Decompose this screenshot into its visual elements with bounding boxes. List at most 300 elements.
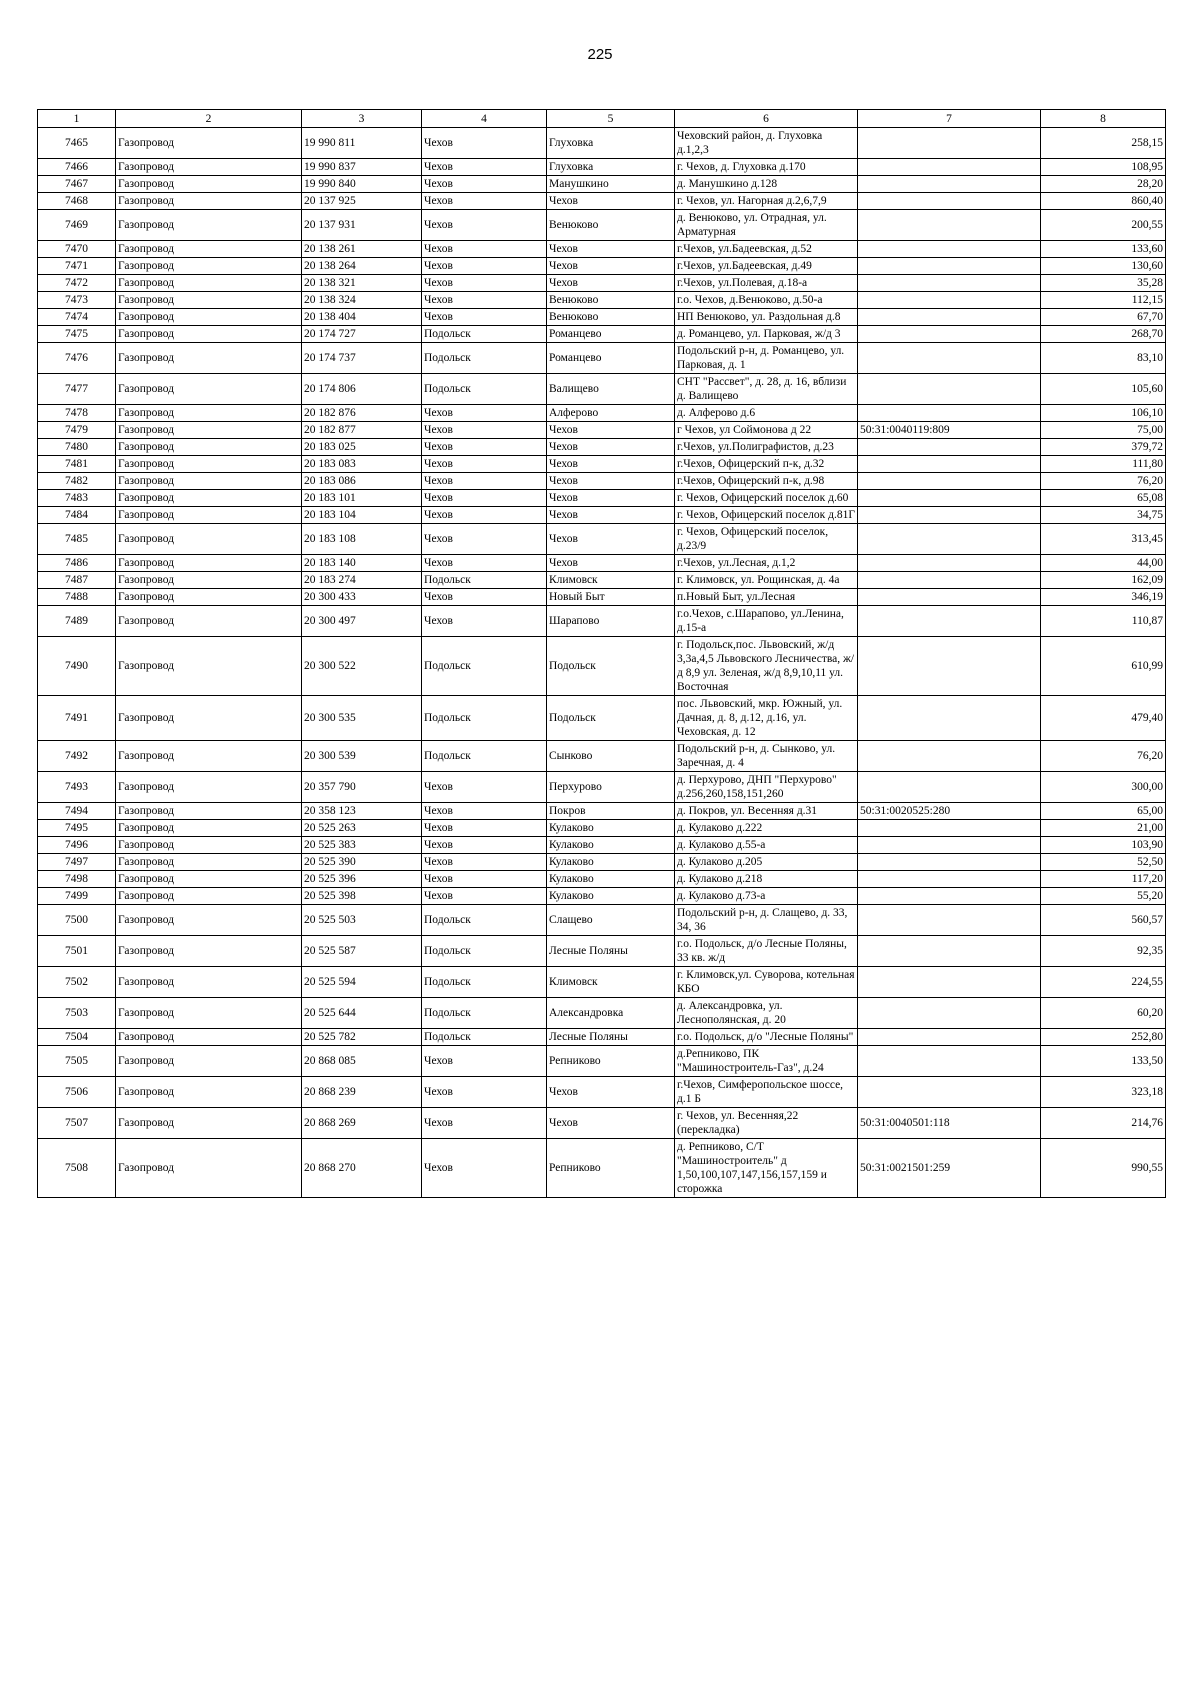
cell-object-type: Газопровод [116, 741, 302, 772]
cell-length: 200,55 [1041, 210, 1166, 241]
cell-locality: Манушкино [547, 176, 675, 193]
cell-number: 7488 [38, 589, 116, 606]
cell-cadastral-number [858, 555, 1041, 572]
cell-locality: Романцево [547, 326, 675, 343]
cell-number: 7497 [38, 854, 116, 871]
cell-district: Чехов [422, 589, 547, 606]
cell-length: 560,57 [1041, 905, 1166, 936]
cell-district: Чехов [422, 176, 547, 193]
cell-object-type: Газопровод [116, 258, 302, 275]
page-number: 225 [587, 46, 613, 63]
cell-number: 7493 [38, 772, 116, 803]
cell-inventory-number: 20 300 433 [302, 589, 422, 606]
cell-number: 7481 [38, 456, 116, 473]
cell-length: 65,08 [1041, 490, 1166, 507]
cell-cadastral-number [858, 606, 1041, 637]
table-row [38, 439, 1166, 456]
cell-address: д. Перхурово, ДНП "Перхурово" д.256,260,158,151,260 [675, 772, 858, 803]
cell-cadastral-number [858, 159, 1041, 176]
cell-inventory-number: 20 183 140 [302, 555, 422, 572]
cell-number: 7508 [38, 1139, 116, 1198]
cell-inventory-number: 20 138 404 [302, 309, 422, 326]
cell-address: г. Климовск, ул. Рощинская, д. 4а [675, 572, 858, 589]
cell-locality: Глуховка [547, 159, 675, 176]
cell-length: 21,00 [1041, 820, 1166, 837]
cell-length: 111,80 [1041, 456, 1166, 473]
cell-locality: Венюково [547, 210, 675, 241]
cell-length: 379,72 [1041, 439, 1166, 456]
cell-inventory-number: 20 357 790 [302, 772, 422, 803]
cell-cadastral-number [858, 741, 1041, 772]
cell-address: НП Венюково, ул. Раздольная д.8 [675, 309, 858, 326]
cell-object-type: Газопровод [116, 176, 302, 193]
table-row [38, 936, 1166, 967]
cell-number: 7495 [38, 820, 116, 837]
cell-locality: Кулаково [547, 837, 675, 854]
cell-district: Подольск [422, 572, 547, 589]
cell-inventory-number: 20 300 539 [302, 741, 422, 772]
cell-number: 7500 [38, 905, 116, 936]
cell-length: 55,20 [1041, 888, 1166, 905]
cell-inventory-number: 20 525 644 [302, 998, 422, 1029]
cell-district: Подольск [422, 637, 547, 696]
cell-cadastral-number [858, 854, 1041, 871]
cell-cadastral-number [858, 374, 1041, 405]
cell-address: г. Чехов, ул. Весенняя,22 (перекладка) [675, 1108, 858, 1139]
table-row [38, 820, 1166, 837]
cell-inventory-number: 20 174 737 [302, 343, 422, 374]
cell-address: д. Манушкино д.128 [675, 176, 858, 193]
cell-object-type: Газопровод [116, 439, 302, 456]
cell-object-type: Газопровод [116, 507, 302, 524]
cell-locality: Климовск [547, 967, 675, 998]
cell-address: д. Репниково, С/Т "Машиностроитель" д 1,50,100,107,147,156,157,159 и сторожка [675, 1139, 858, 1198]
cell-address: п.Новый Быт, ул.Лесная [675, 589, 858, 606]
cell-number: 7466 [38, 159, 116, 176]
cell-address: г.о. Подольск, д/о Лесные Поляны, 33 кв. ж/д [675, 936, 858, 967]
cell-object-type: Газопровод [116, 1077, 302, 1108]
cell-object-type: Газопровод [116, 193, 302, 210]
cell-inventory-number: 20 300 522 [302, 637, 422, 696]
cell-address: д. Кулаково д.73-а [675, 888, 858, 905]
cell-object-type: Газопровод [116, 159, 302, 176]
cell-address: г.Чехов, Офицерский п-к, д.98 [675, 473, 858, 490]
cell-cadastral-number [858, 193, 1041, 210]
cell-object-type: Газопровод [116, 309, 302, 326]
cell-object-type: Газопровод [116, 998, 302, 1029]
cell-locality: Сынково [547, 741, 675, 772]
registry-table [37, 109, 1166, 1198]
cell-cadastral-number [858, 473, 1041, 490]
cell-inventory-number: 20 525 782 [302, 1029, 422, 1046]
table-row [38, 1029, 1166, 1046]
cell-district: Чехов [422, 854, 547, 871]
cell-address: г. Чехов, д. Глуховка д.170 [675, 159, 858, 176]
cell-address: д. Кулаково д.55-а [675, 837, 858, 854]
table-row [38, 374, 1166, 405]
table-row [38, 422, 1166, 439]
cell-cadastral-number [858, 176, 1041, 193]
cell-locality: Слащево [547, 905, 675, 936]
column-header: 4 [422, 110, 547, 128]
cell-locality: Климовск [547, 572, 675, 589]
cell-cadastral-number [858, 258, 1041, 275]
cell-district: Чехов [422, 128, 547, 159]
cell-object-type: Газопровод [116, 589, 302, 606]
cell-address: г.Чехов, Симферопольское шоссе, д.1 Б [675, 1077, 858, 1108]
cell-inventory-number: 19 990 837 [302, 159, 422, 176]
cell-number: 7490 [38, 637, 116, 696]
cell-number: 7504 [38, 1029, 116, 1046]
cell-object-type: Газопровод [116, 905, 302, 936]
cell-object-type: Газопровод [116, 473, 302, 490]
cell-cadastral-number [858, 1077, 1041, 1108]
cell-inventory-number: 20 182 877 [302, 422, 422, 439]
cell-inventory-number: 20 525 263 [302, 820, 422, 837]
cell-object-type: Газопровод [116, 241, 302, 258]
cell-object-type: Газопровод [116, 967, 302, 998]
table-row [38, 1077, 1166, 1108]
cell-district: Чехов [422, 439, 547, 456]
cell-locality: Репниково [547, 1046, 675, 1077]
cell-cadastral-number: 50:31:0021501:259 [858, 1139, 1041, 1198]
cell-locality: Чехов [547, 1077, 675, 1108]
cell-inventory-number: 20 183 274 [302, 572, 422, 589]
cell-inventory-number: 20 183 108 [302, 524, 422, 555]
cell-number: 7470 [38, 241, 116, 258]
cell-district: Чехов [422, 1139, 547, 1198]
cell-inventory-number: 20 525 383 [302, 837, 422, 854]
cell-address: д. Александровка, ул. Леснополянская, д. 20 [675, 998, 858, 1029]
cell-district: Чехов [422, 275, 547, 292]
table-row [38, 241, 1166, 258]
cell-cadastral-number [858, 439, 1041, 456]
cell-locality: Чехов [547, 524, 675, 555]
column-header: 3 [302, 110, 422, 128]
cell-length: 35,28 [1041, 275, 1166, 292]
cell-district: Чехов [422, 309, 547, 326]
table-row [38, 803, 1166, 820]
column-header: 1 [38, 110, 116, 128]
cell-district: Чехов [422, 606, 547, 637]
cell-cadastral-number [858, 292, 1041, 309]
cell-address: г. Климовск,ул. Суворова, котельная КБО [675, 967, 858, 998]
cell-address: д. Покров, ул. Весенняя д.31 [675, 803, 858, 820]
cell-locality: Чехов [547, 555, 675, 572]
cell-length: 117,20 [1041, 871, 1166, 888]
cell-object-type: Газопровод [116, 1139, 302, 1198]
cell-district: Подольск [422, 998, 547, 1029]
table-row [38, 1139, 1166, 1198]
cell-district: Чехов [422, 1046, 547, 1077]
cell-number: 7479 [38, 422, 116, 439]
cell-length: 67,70 [1041, 309, 1166, 326]
cell-inventory-number: 20 868 270 [302, 1139, 422, 1198]
cell-address: г.о.Чехов, с.Шарапово, ул.Ленина, д.15-а [675, 606, 858, 637]
cell-district: Чехов [422, 772, 547, 803]
cell-length: 252,80 [1041, 1029, 1166, 1046]
cell-address: Подольский р-н, д. Романцево, ул. Парковая, д. 1 [675, 343, 858, 374]
cell-cadastral-number [858, 128, 1041, 159]
cell-cadastral-number [858, 871, 1041, 888]
cell-address: г.о. Подольск, д/о "Лесные Поляны" [675, 1029, 858, 1046]
cell-locality: Кулаково [547, 820, 675, 837]
cell-object-type: Газопровод [116, 128, 302, 159]
cell-locality: Александровка [547, 998, 675, 1029]
cell-object-type: Газопровод [116, 820, 302, 837]
cell-number: 7472 [38, 275, 116, 292]
cell-number: 7484 [38, 507, 116, 524]
table-row [38, 343, 1166, 374]
cell-object-type: Газопровод [116, 292, 302, 309]
cell-cadastral-number [858, 275, 1041, 292]
cell-cadastral-number [858, 1046, 1041, 1077]
cell-locality: Чехов [547, 422, 675, 439]
cell-length: 258,15 [1041, 128, 1166, 159]
cell-address: Подольский р-н, д. Сынково, ул. Заречная, д. 4 [675, 741, 858, 772]
cell-cadastral-number [858, 772, 1041, 803]
cell-length: 106,10 [1041, 405, 1166, 422]
cell-address: д. Кулаково д.218 [675, 871, 858, 888]
table-row [38, 888, 1166, 905]
table-row [38, 772, 1166, 803]
cell-number: 7498 [38, 871, 116, 888]
cell-district: Чехов [422, 193, 547, 210]
cell-district: Подольск [422, 696, 547, 741]
cell-locality: Чехов [547, 241, 675, 258]
cell-address: пос. Львовский, мкр. Южный, ул. Дачная, д. 8, д.12, д.16, ул. Чеховская, д. 12 [675, 696, 858, 741]
cell-district: Подольск [422, 967, 547, 998]
cell-object-type: Газопровод [116, 572, 302, 589]
cell-locality: Глуховка [547, 128, 675, 159]
cell-address: д.Репниково, ПК "Машиностроитель-Газ", д.24 [675, 1046, 858, 1077]
table-row [38, 490, 1166, 507]
cell-length: 60,20 [1041, 998, 1166, 1029]
table-row [38, 473, 1166, 490]
cell-cadastral-number: 50:31:0040501:118 [858, 1108, 1041, 1139]
cell-inventory-number: 20 868 239 [302, 1077, 422, 1108]
cell-number: 7468 [38, 193, 116, 210]
table-header [38, 110, 1166, 128]
cell-address: г. Чехов, Офицерский поселок, д.23/9 [675, 524, 858, 555]
cell-address: д. Романцево, ул. Парковая, ж/д 3 [675, 326, 858, 343]
cell-object-type: Газопровод [116, 696, 302, 741]
cell-length: 268,70 [1041, 326, 1166, 343]
cell-cadastral-number [858, 405, 1041, 422]
cell-district: Чехов [422, 507, 547, 524]
table-row [38, 309, 1166, 326]
cell-inventory-number: 20 137 925 [302, 193, 422, 210]
table-row [38, 555, 1166, 572]
cell-length: 479,40 [1041, 696, 1166, 741]
cell-length: 133,60 [1041, 241, 1166, 258]
cell-address: г.о. Чехов, д.Венюково, д.50-а [675, 292, 858, 309]
cell-cadastral-number [858, 210, 1041, 241]
cell-length: 300,00 [1041, 772, 1166, 803]
cell-locality: Покров [547, 803, 675, 820]
cell-object-type: Газопровод [116, 854, 302, 871]
cell-object-type: Газопровод [116, 637, 302, 696]
cell-length: 83,10 [1041, 343, 1166, 374]
cell-district: Чехов [422, 292, 547, 309]
cell-length: 224,55 [1041, 967, 1166, 998]
cell-cadastral-number [858, 572, 1041, 589]
cell-cadastral-number [858, 888, 1041, 905]
cell-length: 65,00 [1041, 803, 1166, 820]
cell-length: 75,00 [1041, 422, 1166, 439]
cell-number: 7499 [38, 888, 116, 905]
table-row [38, 905, 1166, 936]
cell-inventory-number: 20 138 324 [302, 292, 422, 309]
cell-district: Чехов [422, 159, 547, 176]
cell-cadastral-number [858, 589, 1041, 606]
cell-length: 860,40 [1041, 193, 1166, 210]
cell-address: г. Чехов, Офицерский поселок д.81Г [675, 507, 858, 524]
cell-number: 7494 [38, 803, 116, 820]
cell-address: г. Чехов, Офицерский поселок д.60 [675, 490, 858, 507]
cell-object-type: Газопровод [116, 490, 302, 507]
cell-number: 7469 [38, 210, 116, 241]
cell-district: Чехов [422, 210, 547, 241]
cell-district: Чехов [422, 820, 547, 837]
table-row [38, 589, 1166, 606]
table-row [38, 258, 1166, 275]
cell-inventory-number: 20 525 587 [302, 936, 422, 967]
cell-district: Подольск [422, 343, 547, 374]
cell-object-type: Газопровод [116, 936, 302, 967]
cell-length: 610,99 [1041, 637, 1166, 696]
cell-inventory-number: 19 990 840 [302, 176, 422, 193]
cell-inventory-number: 20 183 083 [302, 456, 422, 473]
column-header: 2 [116, 110, 302, 128]
cell-number: 7482 [38, 473, 116, 490]
cell-address: г Чехов, ул Соймонова д 22 [675, 422, 858, 439]
table-row [38, 193, 1166, 210]
cell-locality: Венюково [547, 292, 675, 309]
cell-object-type: Газопровод [116, 524, 302, 555]
cell-district: Подольск [422, 936, 547, 967]
cell-cadastral-number [858, 456, 1041, 473]
cell-locality: Валищево [547, 374, 675, 405]
cell-length: 52,50 [1041, 854, 1166, 871]
cell-district: Чехов [422, 803, 547, 820]
cell-number: 7475 [38, 326, 116, 343]
cell-length: 103,90 [1041, 837, 1166, 854]
table-row [38, 837, 1166, 854]
cell-object-type: Газопровод [116, 405, 302, 422]
cell-object-type: Газопровод [116, 422, 302, 439]
cell-object-type: Газопровод [116, 1046, 302, 1077]
table-row [38, 275, 1166, 292]
cell-locality: Новый Быт [547, 589, 675, 606]
header-row [38, 110, 1166, 128]
cell-length: 105,60 [1041, 374, 1166, 405]
cell-district: Чехов [422, 837, 547, 854]
cell-address: д. Алферово д.6 [675, 405, 858, 422]
cell-length: 214,76 [1041, 1108, 1166, 1139]
cell-district: Подольск [422, 1029, 547, 1046]
column-header: 6 [675, 110, 858, 128]
cell-length: 133,50 [1041, 1046, 1166, 1077]
cell-address: д. Кулаково д.222 [675, 820, 858, 837]
cell-cadastral-number [858, 837, 1041, 854]
cell-district: Подольск [422, 905, 547, 936]
cell-length: 313,45 [1041, 524, 1166, 555]
table-row [38, 326, 1166, 343]
cell-number: 7496 [38, 837, 116, 854]
cell-inventory-number: 20 174 806 [302, 374, 422, 405]
cell-locality: Чехов [547, 456, 675, 473]
table-row [38, 292, 1166, 309]
cell-address: Чеховский район, д. Глуховка д.1,2,3 [675, 128, 858, 159]
table-row [38, 507, 1166, 524]
table-row [38, 998, 1166, 1029]
cell-locality: Чехов [547, 275, 675, 292]
table-row [38, 572, 1166, 589]
cell-address: г.Чехов, ул.Полиграфистов, д.23 [675, 439, 858, 456]
cell-object-type: Газопровод [116, 772, 302, 803]
cell-inventory-number: 20 174 727 [302, 326, 422, 343]
cell-cadastral-number [858, 967, 1041, 998]
cell-number: 7492 [38, 741, 116, 772]
cell-district: Подольск [422, 326, 547, 343]
cell-locality: Перхурово [547, 772, 675, 803]
cell-address: д. Кулаково д.205 [675, 854, 858, 871]
cell-cadastral-number [858, 524, 1041, 555]
cell-inventory-number: 20 868 085 [302, 1046, 422, 1077]
cell-district: Чехов [422, 888, 547, 905]
cell-cadastral-number [858, 507, 1041, 524]
table-row [38, 176, 1166, 193]
cell-length: 76,20 [1041, 473, 1166, 490]
table-row [38, 128, 1166, 159]
table-row [38, 210, 1166, 241]
cell-district: Чехов [422, 1108, 547, 1139]
cell-length: 28,20 [1041, 176, 1166, 193]
cell-cadastral-number [858, 309, 1041, 326]
cell-inventory-number: 20 300 497 [302, 606, 422, 637]
cell-object-type: Газопровод [116, 1108, 302, 1139]
cell-address: СНТ "Рассвет", д. 28, д. 16, вблизи д. Валищево [675, 374, 858, 405]
cell-length: 112,15 [1041, 292, 1166, 309]
cell-number: 7478 [38, 405, 116, 422]
cell-number: 7489 [38, 606, 116, 637]
cell-object-type: Газопровод [116, 555, 302, 572]
cell-length: 110,87 [1041, 606, 1166, 637]
cell-inventory-number: 20 525 390 [302, 854, 422, 871]
cell-district: Чехов [422, 456, 547, 473]
cell-number: 7507 [38, 1108, 116, 1139]
cell-number: 7505 [38, 1046, 116, 1077]
cell-locality: Подольск [547, 696, 675, 741]
cell-number: 7480 [38, 439, 116, 456]
cell-cadastral-number: 50:31:0040119:809 [858, 422, 1041, 439]
cell-cadastral-number [858, 637, 1041, 696]
cell-length: 34,75 [1041, 507, 1166, 524]
cell-inventory-number: 19 990 811 [302, 128, 422, 159]
cell-cadastral-number [858, 1029, 1041, 1046]
cell-inventory-number: 20 358 123 [302, 803, 422, 820]
cell-locality: Романцево [547, 343, 675, 374]
cell-number: 7483 [38, 490, 116, 507]
cell-district: Подольск [422, 741, 547, 772]
cell-object-type: Газопровод [116, 606, 302, 637]
cell-cadastral-number [858, 998, 1041, 1029]
cell-locality: Чехов [547, 490, 675, 507]
cell-district: Чехов [422, 490, 547, 507]
cell-address: г. Подольск,пос. Львовский, ж/д 3,3а,4,5 Львовского Лесничества, ж/д 8,9 ул. Зеленая, ж/д 8,9,10,11 ул. Восточная [675, 637, 858, 696]
column-header: 7 [858, 110, 1041, 128]
